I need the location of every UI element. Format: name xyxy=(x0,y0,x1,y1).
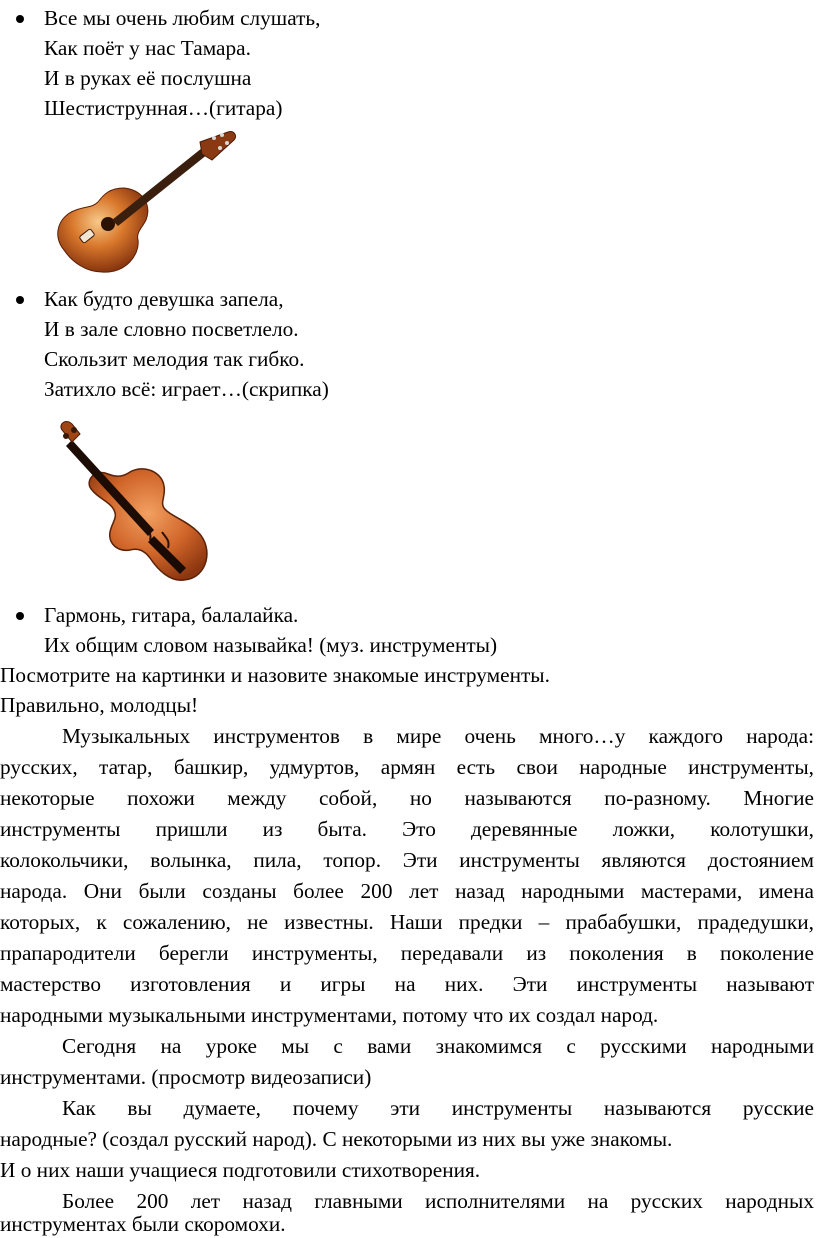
body-line: инструменты пришли из быта. Это деревянные ложки, колотушки, xyxy=(0,817,814,841)
violin-image xyxy=(58,420,218,585)
poem3-line: Их общим словом называйка! (муз. инструменты) xyxy=(44,633,498,657)
body-line: Посмотрите на картинки и назовите знакомые инструменты. xyxy=(0,663,550,687)
bullet-icon xyxy=(16,15,24,23)
body-line: народа. Они были созданы более 200 лет назад народными мастерами, имена xyxy=(0,879,814,903)
body-line: прапародители берегли инструменты, передавали из поколения в поколение xyxy=(0,941,814,965)
body-line: колокольчики, волынка, пила, топор. Эти инструменты являются достоянием xyxy=(0,848,814,872)
guitar-image xyxy=(52,128,242,276)
body-line: народные? (создал русский народ). С некоторыми из них вы уже знакомы. xyxy=(0,1127,673,1151)
poem1-line: Шестиструнная…(гитара) xyxy=(44,96,283,120)
body-line: Более 200 лет назад главными исполнителями на русских народных xyxy=(62,1189,814,1213)
poem2-line: Скользит мелодия так гибко. xyxy=(44,347,305,371)
body-line: инструментах были скоромохи. xyxy=(0,1212,286,1236)
guitar-body xyxy=(58,188,148,272)
guitar-neck xyxy=(112,132,236,226)
poem1-line: И в руках её послушна xyxy=(44,66,252,90)
body-line: русских, татар, башкир, удмуртов, армян есть свои народные инструменты, xyxy=(0,755,814,779)
body-line: Музыкальных инструментов в мире очень много…у каждого народа: xyxy=(62,724,814,748)
body-line: Правильно, молодцы! xyxy=(0,693,199,717)
poem2-line: Затихло всё: играет…(скрипка) xyxy=(44,377,329,401)
poem3-line: Гармонь, гитара, балалайка. xyxy=(44,603,299,627)
body-line: мастерство изготовления и игры на них. Эти инструменты называют xyxy=(0,972,814,996)
body-line: Сегодня на уроке мы с вами знакомимся с русскими народными xyxy=(62,1034,814,1058)
body-line: Как вы думаете, почему эти инструменты называются русские xyxy=(62,1096,814,1120)
bullet-icon xyxy=(16,296,24,304)
body-line: инструментами. (просмотр видеозаписи) xyxy=(0,1065,372,1089)
poem1-line: Все мы очень любим слушать, xyxy=(44,6,321,30)
body-line: народными музыкальными инструментами, потому что их создал народ. xyxy=(0,1003,659,1027)
poem2-line: Как будто девушка запела, xyxy=(44,287,284,311)
poem2-line: И в зале словно посветлело. xyxy=(44,317,299,341)
body-line: которых, к сожалению, не известны. Наши предки – прабабушки, прадедушки, xyxy=(0,910,814,934)
bullet-icon xyxy=(16,612,24,620)
body-line: некоторые похожи между собой, но называются по-разному. Многие xyxy=(0,786,814,810)
poem1-line: Как поёт у нас Тамара. xyxy=(44,36,251,60)
body-line: И о них наши учащиеся подготовили стихотворения. xyxy=(0,1158,481,1182)
